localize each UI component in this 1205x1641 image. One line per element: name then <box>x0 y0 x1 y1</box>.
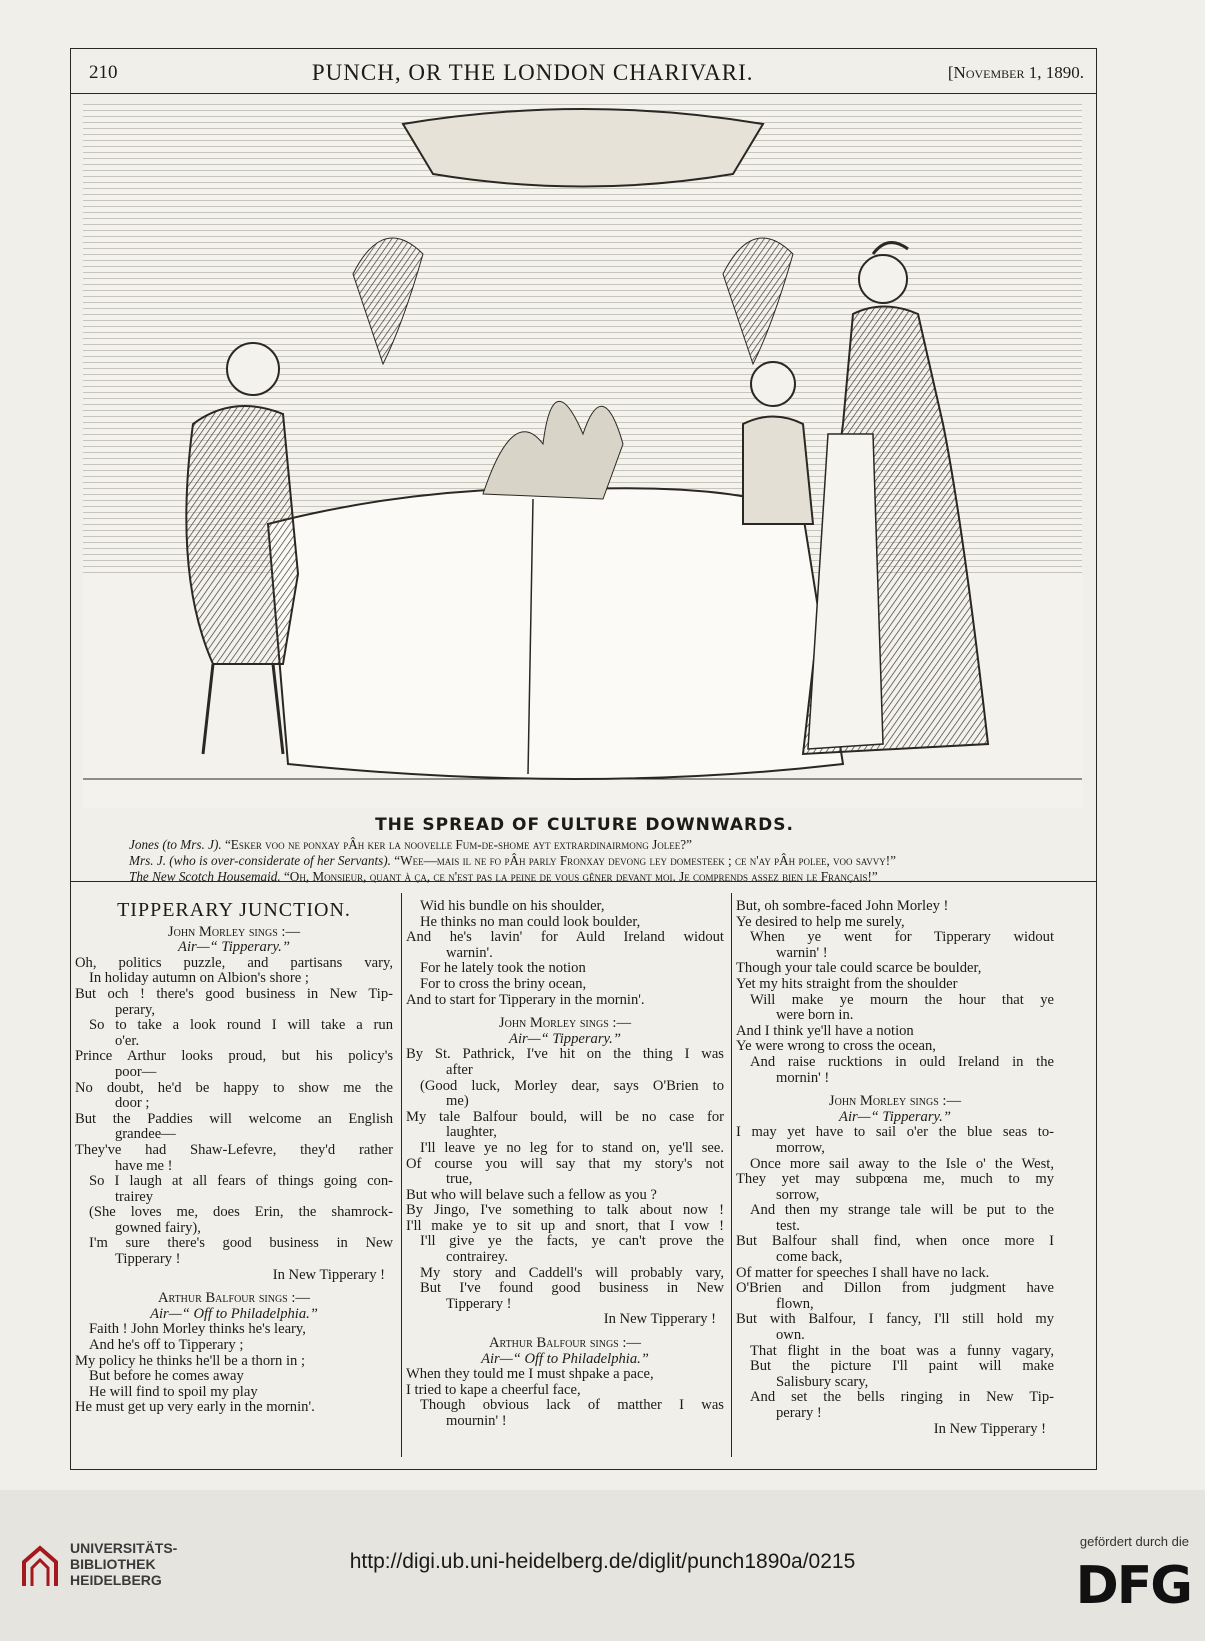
verse-line: So I laugh at all fears of things going con- <box>89 1173 393 1190</box>
publication-title: PUNCH, OR THE LONDON CHARIVARI. <box>311 60 754 85</box>
verse-line: But the Paddies will welcome an English <box>75 1110 393 1127</box>
refrain-line: In New Tipperary ! <box>933 1420 1046 1437</box>
speech-mrs-jones: “Wee—mais il ne fo pÂh parly Fronxay devong ley domesteek ; ce n'ay pÂh polee, voo savvy!” <box>394 853 896 868</box>
singer-label: Arthur Balfour sings :— <box>157 1290 311 1307</box>
chandelier <box>403 109 763 187</box>
verse-line: But, oh sombre-faced John Morley ! <box>736 898 949 914</box>
verse-line: (Good luck, Morley dear, says O'Brien to <box>420 1077 724 1094</box>
caption-line-housemaid <box>89 869 1080 885</box>
verse-line: sorrow, <box>776 1186 820 1203</box>
verse-line: He must get up very early in the mornin'. <box>75 1399 315 1416</box>
verse-line: They've had Shaw-Lefevre, they'd rather <box>75 1141 393 1158</box>
verse-line: Tipperary ! <box>115 1251 181 1268</box>
verse-line: laughter, <box>446 1124 497 1141</box>
verse-line: were born in. <box>776 1007 854 1024</box>
verse-line: have me ! <box>115 1157 173 1174</box>
verse-line: But who will belave such a fellow as you ? <box>406 1186 657 1203</box>
masthead-rule <box>71 93 1096 94</box>
verse-line: after <box>446 1061 473 1078</box>
verse-line: O'Brien and Dillon from judgment have <box>736 1280 1054 1297</box>
verse-line: Wid his bundle on his shoulder, <box>420 898 605 914</box>
column-divider <box>401 893 402 1457</box>
verse-line: morrow, <box>776 1139 825 1156</box>
verse-line: But with Balfour, I fancy, I'll still hold my <box>736 1311 1054 1328</box>
verse-line: My tale Balfour bould, will be no case for <box>406 1108 724 1125</box>
verse-line: perary ! <box>776 1405 822 1421</box>
verse-line: When they tould me I must shpake a pace, <box>406 1366 654 1383</box>
verse-line: gowned fairy), <box>115 1219 201 1236</box>
verse-line: He will find to spoil my play <box>89 1383 258 1400</box>
verse-line: I'll make ye to sit up and snort, that I vow ! <box>406 1217 724 1234</box>
air-label: Air—“ Tipperary.” <box>509 1030 621 1047</box>
library-name-line: BIBLIOTHEK <box>70 1556 156 1572</box>
verse-line: (She loves me, does Erin, the shamrock- <box>89 1204 393 1221</box>
verse-line: By Jingo, I've something to talk about now ! <box>406 1202 724 1219</box>
verse-line: mournin' ! <box>446 1413 507 1429</box>
verse-line: And raise rucktions in ould Ireland in the <box>750 1053 1054 1070</box>
verse-line: come back, <box>776 1249 843 1266</box>
verse-line: I'm sure there's good business in New <box>89 1235 393 1252</box>
poem-column-2 <box>406 899 724 1430</box>
verse-line: When ye went for Tipperary widout <box>750 929 1054 946</box>
verse-line: warnin'. <box>446 944 493 961</box>
verse-line: flown, <box>776 1295 814 1312</box>
verse-line: He thinks no man could look boulder, <box>420 913 641 930</box>
verse-line: Salisbury scary, <box>776 1373 869 1390</box>
dfg-logo: DFG <box>1075 1556 1191 1616</box>
verse-line: Though obvious lack of matther I was <box>420 1397 724 1414</box>
refrain-line: In New Tipperary ! <box>272 1266 385 1283</box>
verse-line: Ye desired to help me surely, <box>736 913 905 930</box>
verse-line: grandee— <box>115 1126 176 1143</box>
refrain-line: In New Tipperary ! <box>603 1311 716 1328</box>
verse-line: No doubt, he'd be happy to show me the <box>75 1079 393 1096</box>
verse-line: Oh, politics puzzle, and partisans vary, <box>75 954 393 971</box>
verse-line: They yet may subpœna me, much to my <box>736 1171 1054 1188</box>
verse-line: And set the bells ringing in New Tip- <box>750 1389 1054 1406</box>
verse-line: contrairey. <box>446 1249 508 1266</box>
caption-line-jones <box>89 837 1080 853</box>
speaker-mrs-jones: Mrs. J. (who is over-considerate of her Servants). <box>129 853 391 868</box>
poem-columns <box>71 889 1096 1469</box>
verse-line: warnin' ! <box>776 944 828 961</box>
verse-line: trairey <box>115 1188 154 1205</box>
verse-line: I may yet have to sail o'er the blue seas to- <box>736 1124 1054 1141</box>
verse-line: And he's off to Tipperary ; <box>89 1337 244 1354</box>
singer-label: John Morley sings :— <box>167 923 301 940</box>
verse-line: But Balfour shall find, when once more I <box>736 1233 1054 1250</box>
cartoon-caption <box>89 817 1080 885</box>
verse-line: But och ! there's good business in New Tip- <box>75 985 393 1002</box>
verse-line: Faith ! John Morley thinks he's leary, <box>89 1321 306 1338</box>
issue-date: [November 1, 1890. <box>947 63 1084 82</box>
air-label: Air—“ Off to Philadelphia.” <box>481 1350 649 1367</box>
verse-line: test. <box>776 1217 800 1234</box>
verse-line: Of course you will say that my story's not <box>406 1155 724 1172</box>
verse-line: o'er. <box>115 1032 140 1049</box>
verse-line: Though your tale could scarce be boulder, <box>736 960 982 977</box>
verse-line: Prince Arthur looks proud, but his policy's <box>75 1048 393 1065</box>
speech-jones: “Esker voo ne ponxay pÂh ker la noovelle Fum-de-shome ayt extrardinairmong Jolee?” <box>224 837 692 852</box>
poem-column-1 <box>75 899 393 1416</box>
verse-line: By St. Pathrick, I've hit on the thing I was <box>406 1046 724 1063</box>
verse-line: perary, <box>115 1001 155 1018</box>
verse-line: But before he comes away <box>89 1368 244 1385</box>
page-number: 210 <box>89 62 118 83</box>
verse-line: And to start for Tipperary in the mornin'. <box>406 991 645 1008</box>
verse-line: I'll give ye the facts, ye can't prove the <box>420 1233 724 1250</box>
singer-label: Arthur Balfour sings :— <box>488 1335 642 1352</box>
verse-line: poor— <box>115 1063 157 1080</box>
verse-line: Tipperary ! <box>446 1295 512 1312</box>
verse-line: But I've found good business in New <box>420 1280 724 1297</box>
verse-line: And he's lavin' for Auld Ireland widout <box>406 929 724 946</box>
air-label: Air—“ Tipperary.” <box>178 939 290 956</box>
air-label: Air—“ Tipperary.” <box>839 1108 951 1125</box>
verse-line: Of matter for speeches I shall have no lack. <box>736 1264 990 1281</box>
masthead <box>89 57 1084 89</box>
verse-line: And then my strange tale will be put to the <box>750 1202 1054 1219</box>
verse-line: And I think ye'll have a notion <box>736 1022 914 1039</box>
verse-line: true, <box>446 1171 473 1188</box>
library-name-line: UNIVERSITÄTS- <box>70 1540 178 1556</box>
singer-label: John Morley sings :— <box>828 1093 962 1110</box>
cartoon-illustration <box>83 104 1082 808</box>
verse-line: My story and Caddell's will probably vary, <box>420 1264 724 1281</box>
cartoon-heading: THE SPREAD OF CULTURE DOWNWARDS. <box>375 815 794 835</box>
caption-rule <box>71 881 1096 882</box>
verse-line: Yet my hits straight from the shoulder <box>736 975 958 992</box>
verse-line: For he lately took the notion <box>420 960 586 977</box>
newspaper-page <box>70 48 1097 1470</box>
verse-line: own. <box>776 1327 805 1344</box>
verse-line: I'll leave ye no leg for to stand on, ye'll see. <box>420 1139 724 1156</box>
library-name-line: HEIDELBERG <box>70 1572 162 1588</box>
verse-line: I tried to kape a cheerful face, <box>406 1381 581 1398</box>
caption-line-mrs-jones <box>89 853 1080 869</box>
poem-title: TIPPERARY JUNCTION. <box>117 899 351 921</box>
speaker-jones: Jones (to Mrs. J). <box>129 837 222 852</box>
verse-line: me) <box>446 1093 469 1110</box>
verse-line: In holiday autumn on Albion's shore ; <box>89 970 309 987</box>
verse-line: door ; <box>115 1095 150 1112</box>
verse-line: But the picture I'll paint will make <box>750 1358 1054 1375</box>
verse-line: So to take a look round I will take a run <box>89 1017 393 1034</box>
column-divider <box>731 893 732 1457</box>
air-label: Air—“ Off to Philadelphia.” <box>150 1305 318 1322</box>
tablecloth <box>268 488 843 779</box>
verse-line: For to cross the briny ocean, <box>420 975 587 992</box>
funding-note: gefördert durch die <box>1079 1534 1189 1549</box>
verse-line: That flight in the boat was a funny vagary, <box>750 1342 1054 1359</box>
poem-column-3 <box>736 899 1054 1437</box>
verse-line: My policy he thinks he'll be a thorn in ; <box>75 1352 306 1369</box>
permalink-url[interactable]: http://digi.ub.uni-heidelberg.de/diglit/punch1890a/0215 <box>349 1550 856 1573</box>
verse-line: Ye were wrong to cross the ocean, <box>736 1038 936 1055</box>
verse-line: Once more sail away to the Isle o' the West, <box>750 1155 1054 1172</box>
digitization-footer <box>0 1490 1205 1641</box>
speech-housemaid: “Oh, Monsieur, quant à ça, ce n'est pas la peine de vous gêner devant moi. Je comprends assez bien le Français!” <box>283 869 878 884</box>
speaker-housemaid: The New Scotch Housemaid. <box>129 869 281 884</box>
singer-label: John Morley sings :— <box>498 1015 632 1032</box>
verse-line: Will make ye mourn the hour that ye <box>750 991 1054 1008</box>
verse-line: mornin' ! <box>776 1069 830 1086</box>
